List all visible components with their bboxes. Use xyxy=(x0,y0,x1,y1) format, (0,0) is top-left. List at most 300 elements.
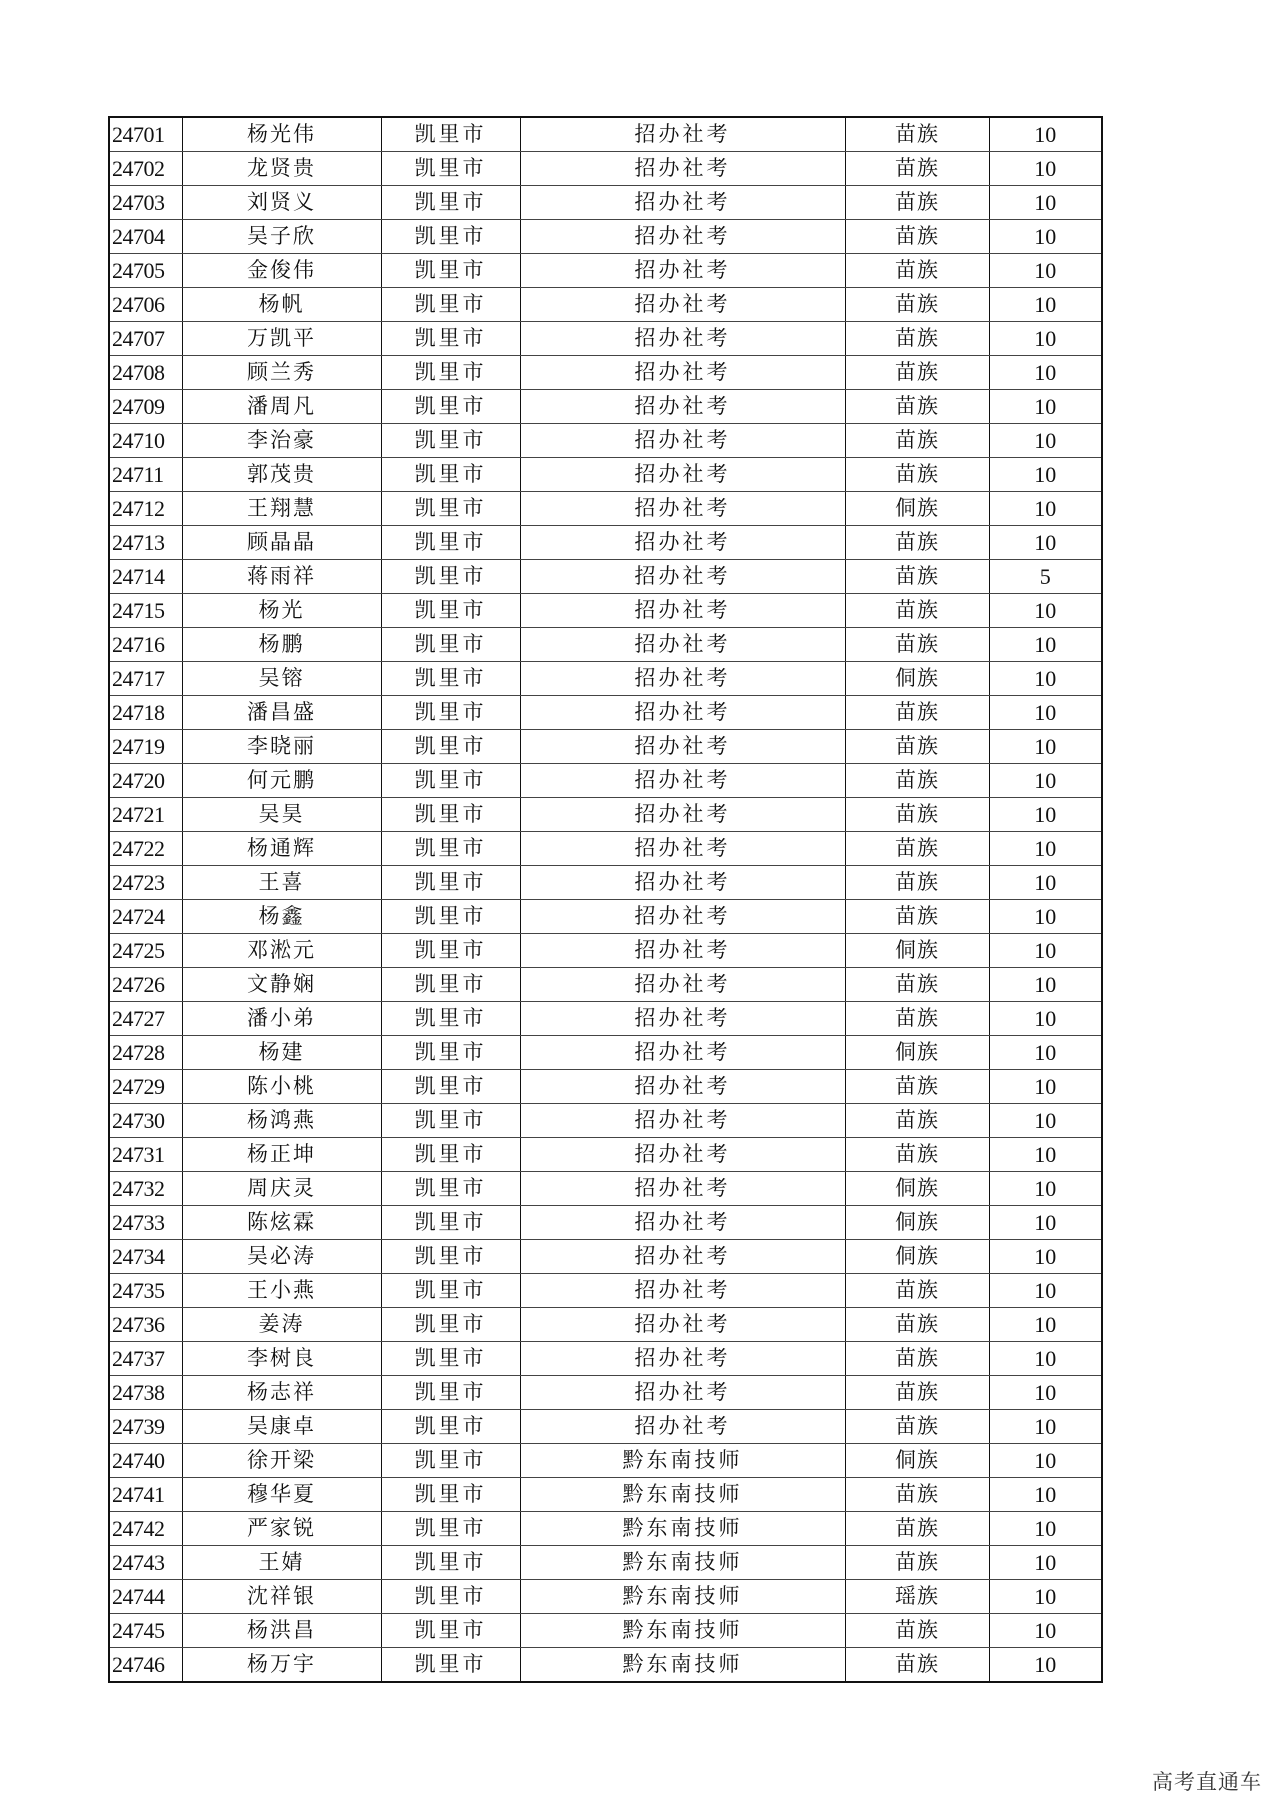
table-row xyxy=(109,968,1102,1002)
ethnicity-cell: 苗族 xyxy=(845,1002,989,1036)
name-cell: 杨光伟 xyxy=(182,117,381,152)
score-cell: 10 xyxy=(989,1478,1102,1512)
name-cell: 蒋雨祥 xyxy=(182,560,381,594)
city-cell: 凯里市 xyxy=(381,117,520,152)
name-cell: 杨光 xyxy=(182,594,381,628)
table-row xyxy=(109,1070,1102,1104)
id-cell: 24716 xyxy=(109,628,182,662)
city-cell: 凯里市 xyxy=(381,424,520,458)
id-cell: 24740 xyxy=(109,1444,182,1478)
table-row xyxy=(109,798,1102,832)
ethnicity-cell: 苗族 xyxy=(845,1410,989,1444)
id-cell: 24709 xyxy=(109,390,182,424)
ethnicity-cell: 侗族 xyxy=(845,1036,989,1070)
unit-cell: 黔东南技师 xyxy=(520,1512,845,1546)
score-cell: 10 xyxy=(989,730,1102,764)
score-cell: 10 xyxy=(989,832,1102,866)
score-cell: 10 xyxy=(989,1206,1102,1240)
score-cell: 10 xyxy=(989,1274,1102,1308)
name-cell: 严家锐 xyxy=(182,1512,381,1546)
score-cell: 10 xyxy=(989,288,1102,322)
roster-table xyxy=(108,116,1103,1683)
ethnicity-cell: 苗族 xyxy=(845,526,989,560)
id-cell: 24733 xyxy=(109,1206,182,1240)
name-cell: 杨鹏 xyxy=(182,628,381,662)
table-row xyxy=(109,832,1102,866)
city-cell: 凯里市 xyxy=(381,526,520,560)
name-cell: 陈小桃 xyxy=(182,1070,381,1104)
table-row xyxy=(109,1240,1102,1274)
table-row xyxy=(109,900,1102,934)
score-cell: 10 xyxy=(989,764,1102,798)
id-cell: 24715 xyxy=(109,594,182,628)
id-cell: 24714 xyxy=(109,560,182,594)
name-cell: 徐开梁 xyxy=(182,1444,381,1478)
ethnicity-cell: 苗族 xyxy=(845,1376,989,1410)
city-cell: 凯里市 xyxy=(381,1478,520,1512)
unit-cell: 招办社考 xyxy=(520,594,845,628)
score-cell: 10 xyxy=(989,390,1102,424)
table-row xyxy=(109,458,1102,492)
table-row xyxy=(109,1274,1102,1308)
ethnicity-cell: 苗族 xyxy=(845,900,989,934)
ethnicity-cell: 苗族 xyxy=(845,730,989,764)
unit-cell: 招办社考 xyxy=(520,1308,845,1342)
city-cell: 凯里市 xyxy=(381,254,520,288)
city-cell: 凯里市 xyxy=(381,1410,520,1444)
table-row xyxy=(109,1342,1102,1376)
table-row xyxy=(109,1580,1102,1614)
id-cell: 24738 xyxy=(109,1376,182,1410)
city-cell: 凯里市 xyxy=(381,696,520,730)
name-cell: 李晓丽 xyxy=(182,730,381,764)
unit-cell: 招办社考 xyxy=(520,254,845,288)
unit-cell: 招办社考 xyxy=(520,832,845,866)
table-row xyxy=(109,492,1102,526)
table-row xyxy=(109,1376,1102,1410)
ethnicity-cell: 侗族 xyxy=(845,1206,989,1240)
unit-cell: 招办社考 xyxy=(520,288,845,322)
city-cell: 凯里市 xyxy=(381,628,520,662)
unit-cell: 招办社考 xyxy=(520,798,845,832)
ethnicity-cell: 苗族 xyxy=(845,1070,989,1104)
id-cell: 24718 xyxy=(109,696,182,730)
city-cell: 凯里市 xyxy=(381,730,520,764)
id-cell: 24724 xyxy=(109,900,182,934)
ethnicity-cell: 苗族 xyxy=(845,1614,989,1648)
unit-cell: 招办社考 xyxy=(520,356,845,390)
city-cell: 凯里市 xyxy=(381,220,520,254)
unit-cell: 招办社考 xyxy=(520,934,845,968)
unit-cell: 黔东南技师 xyxy=(520,1614,845,1648)
id-cell: 24746 xyxy=(109,1648,182,1683)
city-cell: 凯里市 xyxy=(381,1240,520,1274)
name-cell: 吴镕 xyxy=(182,662,381,696)
name-cell: 李树良 xyxy=(182,1342,381,1376)
city-cell: 凯里市 xyxy=(381,390,520,424)
table-row xyxy=(109,934,1102,968)
city-cell: 凯里市 xyxy=(381,356,520,390)
score-cell: 10 xyxy=(989,1070,1102,1104)
score-cell: 10 xyxy=(989,1512,1102,1546)
name-cell: 刘贤义 xyxy=(182,186,381,220)
city-cell: 凯里市 xyxy=(381,1172,520,1206)
table-row xyxy=(109,1648,1102,1683)
ethnicity-cell: 苗族 xyxy=(845,220,989,254)
score-cell: 5 xyxy=(989,560,1102,594)
score-cell: 10 xyxy=(989,526,1102,560)
score-cell: 10 xyxy=(989,186,1102,220)
name-cell: 杨洪昌 xyxy=(182,1614,381,1648)
unit-cell: 招办社考 xyxy=(520,390,845,424)
unit-cell: 招办社考 xyxy=(520,1002,845,1036)
id-cell: 24728 xyxy=(109,1036,182,1070)
table-row xyxy=(109,186,1102,220)
score-cell: 10 xyxy=(989,662,1102,696)
id-cell: 24744 xyxy=(109,1580,182,1614)
city-cell: 凯里市 xyxy=(381,458,520,492)
city-cell: 凯里市 xyxy=(381,1274,520,1308)
id-cell: 24726 xyxy=(109,968,182,1002)
unit-cell: 招办社考 xyxy=(520,730,845,764)
unit-cell: 招办社考 xyxy=(520,1342,845,1376)
ethnicity-cell: 苗族 xyxy=(845,356,989,390)
unit-cell: 招办社考 xyxy=(520,900,845,934)
name-cell: 李治豪 xyxy=(182,424,381,458)
score-cell: 10 xyxy=(989,798,1102,832)
ethnicity-cell: 苗族 xyxy=(845,1274,989,1308)
city-cell: 凯里市 xyxy=(381,492,520,526)
city-cell: 凯里市 xyxy=(381,900,520,934)
city-cell: 凯里市 xyxy=(381,1614,520,1648)
city-cell: 凯里市 xyxy=(381,1512,520,1546)
score-cell: 10 xyxy=(989,152,1102,186)
name-cell: 王喜 xyxy=(182,866,381,900)
ethnicity-cell: 侗族 xyxy=(845,1444,989,1478)
id-cell: 24701 xyxy=(109,117,182,152)
ethnicity-cell: 苗族 xyxy=(845,254,989,288)
table-row xyxy=(109,662,1102,696)
city-cell: 凯里市 xyxy=(381,560,520,594)
name-cell: 吴必涛 xyxy=(182,1240,381,1274)
city-cell: 凯里市 xyxy=(381,322,520,356)
table-row xyxy=(109,764,1102,798)
city-cell: 凯里市 xyxy=(381,1070,520,1104)
table-row xyxy=(109,1478,1102,1512)
id-cell: 24708 xyxy=(109,356,182,390)
ethnicity-cell: 苗族 xyxy=(845,1546,989,1580)
score-cell: 10 xyxy=(989,1002,1102,1036)
city-cell: 凯里市 xyxy=(381,1648,520,1683)
unit-cell: 招办社考 xyxy=(520,1274,845,1308)
city-cell: 凯里市 xyxy=(381,1342,520,1376)
score-cell: 10 xyxy=(989,1444,1102,1478)
unit-cell: 招办社考 xyxy=(520,764,845,798)
score-cell: 10 xyxy=(989,1546,1102,1580)
city-cell: 凯里市 xyxy=(381,1036,520,1070)
table-row xyxy=(109,1546,1102,1580)
id-cell: 24721 xyxy=(109,798,182,832)
unit-cell: 招办社考 xyxy=(520,458,845,492)
ethnicity-cell: 侗族 xyxy=(845,662,989,696)
ethnicity-cell: 侗族 xyxy=(845,1240,989,1274)
unit-cell: 黔东南技师 xyxy=(520,1444,845,1478)
city-cell: 凯里市 xyxy=(381,662,520,696)
city-cell: 凯里市 xyxy=(381,764,520,798)
score-cell: 10 xyxy=(989,1648,1102,1683)
table-row xyxy=(109,220,1102,254)
ethnicity-cell: 苗族 xyxy=(845,696,989,730)
table-row xyxy=(109,288,1102,322)
table-row xyxy=(109,1104,1102,1138)
name-cell: 潘昌盛 xyxy=(182,696,381,730)
name-cell: 杨鸿燕 xyxy=(182,1104,381,1138)
id-cell: 24723 xyxy=(109,866,182,900)
id-cell: 24735 xyxy=(109,1274,182,1308)
city-cell: 凯里市 xyxy=(381,288,520,322)
id-cell: 24745 xyxy=(109,1614,182,1648)
ethnicity-cell: 苗族 xyxy=(845,594,989,628)
ethnicity-cell: 苗族 xyxy=(845,152,989,186)
city-cell: 凯里市 xyxy=(381,832,520,866)
id-cell: 24737 xyxy=(109,1342,182,1376)
unit-cell: 招办社考 xyxy=(520,866,845,900)
score-cell: 10 xyxy=(989,1104,1102,1138)
id-cell: 24706 xyxy=(109,288,182,322)
ethnicity-cell: 苗族 xyxy=(845,798,989,832)
id-cell: 24717 xyxy=(109,662,182,696)
id-cell: 24725 xyxy=(109,934,182,968)
ethnicity-cell: 苗族 xyxy=(845,1478,989,1512)
score-cell: 10 xyxy=(989,1308,1102,1342)
table-row xyxy=(109,117,1102,152)
ethnicity-cell: 侗族 xyxy=(845,934,989,968)
ethnicity-cell: 苗族 xyxy=(845,1648,989,1683)
unit-cell: 招办社考 xyxy=(520,1240,845,1274)
score-cell: 10 xyxy=(989,1614,1102,1648)
id-cell: 24722 xyxy=(109,832,182,866)
name-cell: 吴昊 xyxy=(182,798,381,832)
id-cell: 24704 xyxy=(109,220,182,254)
ethnicity-cell: 苗族 xyxy=(845,1512,989,1546)
unit-cell: 黔东南技师 xyxy=(520,1648,845,1683)
city-cell: 凯里市 xyxy=(381,798,520,832)
city-cell: 凯里市 xyxy=(381,152,520,186)
ethnicity-cell: 苗族 xyxy=(845,866,989,900)
score-cell: 10 xyxy=(989,220,1102,254)
name-cell: 姜涛 xyxy=(182,1308,381,1342)
name-cell: 金俊伟 xyxy=(182,254,381,288)
id-cell: 24741 xyxy=(109,1478,182,1512)
name-cell: 何元鹏 xyxy=(182,764,381,798)
name-cell: 顾晶晶 xyxy=(182,526,381,560)
name-cell: 杨帆 xyxy=(182,288,381,322)
score-cell: 10 xyxy=(989,1138,1102,1172)
id-cell: 24711 xyxy=(109,458,182,492)
city-cell: 凯里市 xyxy=(381,594,520,628)
table-row xyxy=(109,1444,1102,1478)
table-row xyxy=(109,1002,1102,1036)
table-row xyxy=(109,356,1102,390)
score-cell: 10 xyxy=(989,1342,1102,1376)
unit-cell: 招办社考 xyxy=(520,1070,845,1104)
score-cell: 10 xyxy=(989,696,1102,730)
score-cell: 10 xyxy=(989,117,1102,152)
score-cell: 10 xyxy=(989,1240,1102,1274)
id-cell: 24713 xyxy=(109,526,182,560)
unit-cell: 黔东南技师 xyxy=(520,1478,845,1512)
name-cell: 龙贤贵 xyxy=(182,152,381,186)
ethnicity-cell: 苗族 xyxy=(845,1308,989,1342)
ethnicity-cell: 苗族 xyxy=(845,1138,989,1172)
name-cell: 吴子欣 xyxy=(182,220,381,254)
name-cell: 潘小弟 xyxy=(182,1002,381,1036)
watermark-text: 高考直通车 xyxy=(1152,1770,1262,1794)
table-row xyxy=(109,254,1102,288)
score-cell: 10 xyxy=(989,968,1102,1002)
unit-cell: 黔东南技师 xyxy=(520,1580,845,1614)
city-cell: 凯里市 xyxy=(381,1206,520,1240)
roster-table-body xyxy=(109,117,1102,1682)
ethnicity-cell: 苗族 xyxy=(845,832,989,866)
city-cell: 凯里市 xyxy=(381,1308,520,1342)
city-cell: 凯里市 xyxy=(381,1546,520,1580)
table-row xyxy=(109,730,1102,764)
id-cell: 24707 xyxy=(109,322,182,356)
score-cell: 10 xyxy=(989,356,1102,390)
score-cell: 10 xyxy=(989,594,1102,628)
table-row xyxy=(109,866,1102,900)
score-cell: 10 xyxy=(989,934,1102,968)
score-cell: 10 xyxy=(989,900,1102,934)
id-cell: 24730 xyxy=(109,1104,182,1138)
unit-cell: 招办社考 xyxy=(520,424,845,458)
table-row xyxy=(109,1410,1102,1444)
name-cell: 吴康卓 xyxy=(182,1410,381,1444)
unit-cell: 招办社考 xyxy=(520,220,845,254)
id-cell: 24702 xyxy=(109,152,182,186)
city-cell: 凯里市 xyxy=(381,1138,520,1172)
city-cell: 凯里市 xyxy=(381,1444,520,1478)
unit-cell: 招办社考 xyxy=(520,1376,845,1410)
name-cell: 杨鑫 xyxy=(182,900,381,934)
score-cell: 10 xyxy=(989,1580,1102,1614)
table-row xyxy=(109,424,1102,458)
name-cell: 王小燕 xyxy=(182,1274,381,1308)
score-cell: 10 xyxy=(989,1376,1102,1410)
name-cell: 万凯平 xyxy=(182,322,381,356)
unit-cell: 招办社考 xyxy=(520,186,845,220)
ethnicity-cell: 侗族 xyxy=(845,492,989,526)
id-cell: 24743 xyxy=(109,1546,182,1580)
table-row xyxy=(109,1138,1102,1172)
city-cell: 凯里市 xyxy=(381,1580,520,1614)
city-cell: 凯里市 xyxy=(381,1002,520,1036)
unit-cell: 黔东南技师 xyxy=(520,1546,845,1580)
city-cell: 凯里市 xyxy=(381,866,520,900)
unit-cell: 招办社考 xyxy=(520,662,845,696)
name-cell: 王翔慧 xyxy=(182,492,381,526)
id-cell: 24720 xyxy=(109,764,182,798)
id-cell: 24719 xyxy=(109,730,182,764)
ethnicity-cell: 苗族 xyxy=(845,186,989,220)
score-cell: 10 xyxy=(989,492,1102,526)
score-cell: 10 xyxy=(989,1172,1102,1206)
table-row xyxy=(109,560,1102,594)
score-cell: 10 xyxy=(989,424,1102,458)
score-cell: 10 xyxy=(989,866,1102,900)
score-cell: 10 xyxy=(989,1410,1102,1444)
unit-cell: 招办社考 xyxy=(520,322,845,356)
ethnicity-cell: 瑶族 xyxy=(845,1580,989,1614)
unit-cell: 招办社考 xyxy=(520,526,845,560)
name-cell: 郭茂贵 xyxy=(182,458,381,492)
ethnicity-cell: 苗族 xyxy=(845,424,989,458)
city-cell: 凯里市 xyxy=(381,968,520,1002)
unit-cell: 招办社考 xyxy=(520,1036,845,1070)
score-cell: 10 xyxy=(989,628,1102,662)
name-cell: 沈祥银 xyxy=(182,1580,381,1614)
ethnicity-cell: 苗族 xyxy=(845,322,989,356)
ethnicity-cell: 苗族 xyxy=(845,1342,989,1376)
name-cell: 邓淞元 xyxy=(182,934,381,968)
table-row xyxy=(109,594,1102,628)
unit-cell: 招办社考 xyxy=(520,1138,845,1172)
table-row xyxy=(109,390,1102,424)
name-cell: 杨志祥 xyxy=(182,1376,381,1410)
score-cell: 10 xyxy=(989,322,1102,356)
name-cell: 陈炫霖 xyxy=(182,1206,381,1240)
city-cell: 凯里市 xyxy=(381,186,520,220)
ethnicity-cell: 苗族 xyxy=(845,764,989,798)
ethnicity-cell: 苗族 xyxy=(845,117,989,152)
score-cell: 10 xyxy=(989,254,1102,288)
name-cell: 文静娴 xyxy=(182,968,381,1002)
id-cell: 24729 xyxy=(109,1070,182,1104)
unit-cell: 招办社考 xyxy=(520,117,845,152)
ethnicity-cell: 苗族 xyxy=(845,390,989,424)
unit-cell: 招办社考 xyxy=(520,152,845,186)
name-cell: 王婧 xyxy=(182,1546,381,1580)
table-row xyxy=(109,1512,1102,1546)
name-cell: 杨通辉 xyxy=(182,832,381,866)
table-row xyxy=(109,1172,1102,1206)
name-cell: 顾兰秀 xyxy=(182,356,381,390)
id-cell: 24705 xyxy=(109,254,182,288)
table-row xyxy=(109,322,1102,356)
city-cell: 凯里市 xyxy=(381,1104,520,1138)
id-cell: 24710 xyxy=(109,424,182,458)
unit-cell: 招办社考 xyxy=(520,1410,845,1444)
city-cell: 凯里市 xyxy=(381,934,520,968)
id-cell: 24727 xyxy=(109,1002,182,1036)
table-row xyxy=(109,1308,1102,1342)
id-cell: 24731 xyxy=(109,1138,182,1172)
unit-cell: 招办社考 xyxy=(520,492,845,526)
name-cell: 潘周凡 xyxy=(182,390,381,424)
name-cell: 周庆灵 xyxy=(182,1172,381,1206)
ethnicity-cell: 苗族 xyxy=(845,628,989,662)
table-row xyxy=(109,526,1102,560)
score-cell: 10 xyxy=(989,458,1102,492)
table-row xyxy=(109,152,1102,186)
name-cell: 杨建 xyxy=(182,1036,381,1070)
ethnicity-cell: 苗族 xyxy=(845,458,989,492)
id-cell: 24739 xyxy=(109,1410,182,1444)
city-cell: 凯里市 xyxy=(381,1376,520,1410)
table-row xyxy=(109,1206,1102,1240)
name-cell: 穆华夏 xyxy=(182,1478,381,1512)
